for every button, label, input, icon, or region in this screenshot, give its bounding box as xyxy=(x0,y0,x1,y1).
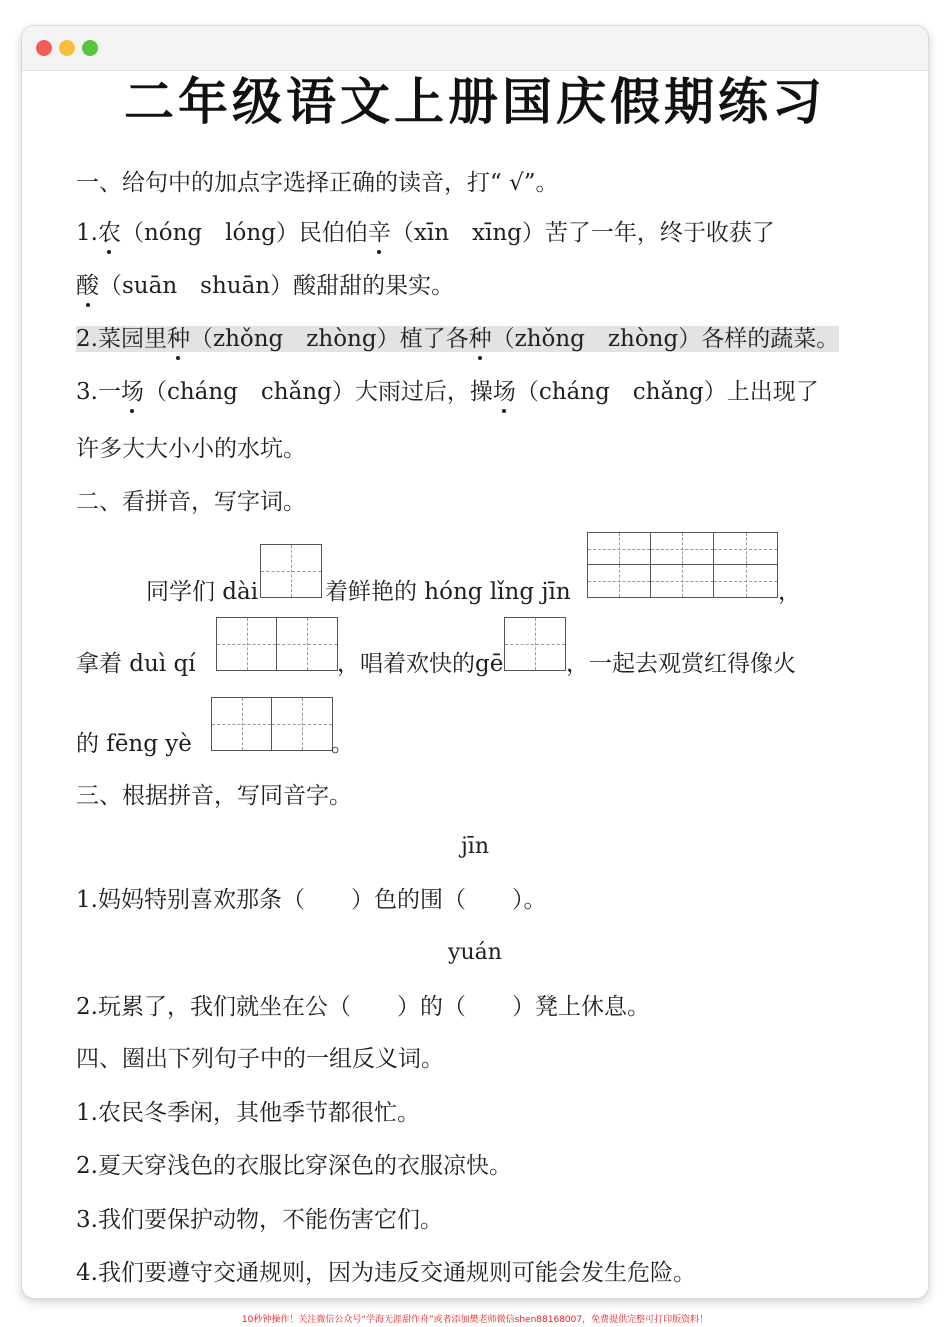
s2-line2-a: 拿着 duì qí xyxy=(76,651,196,677)
s4-item-3: 3.我们要保护动物，不能伤害它们。 xyxy=(76,1207,443,1233)
section2-heading: 二、看拼音，写字词。 xyxy=(76,489,306,515)
footer-notice: 10秒钟操作！关注微信公众号“学海无涯甜作舟”或者添加樊老师微信shen88168007，免费提供完整可打印版资料！ xyxy=(241,1315,709,1325)
s1-q3-line1: 3.一场（cháng chǎng）大雨过后，操场（cháng chǎng）上出现了 xyxy=(76,379,819,405)
maximize-window-button[interactable] xyxy=(82,40,98,56)
writing-grid-hong-ling-jin[interactable] xyxy=(587,532,778,598)
section4-heading: 四、圈出下列句子中的一组反义词。 xyxy=(76,1046,444,1072)
s3-q2: 2.玩累了，我们就坐在公（ ）的（ ）凳上休息。 xyxy=(76,994,650,1020)
writing-grid-ge[interactable] xyxy=(504,617,566,671)
s2-line3-a: 的 fēng yè xyxy=(76,731,192,757)
s1-q1-line1: 1.农（nóng lóng）民伯伯辛（xīn xīng）苦了一年，终于收获了 xyxy=(76,220,775,246)
dotted-char: 辛 xyxy=(367,220,391,246)
writing-grid-dai[interactable] xyxy=(260,544,322,598)
s1-q2-line xyxy=(76,324,839,354)
s1-q3-line2: 许多大大小小的水坑。 xyxy=(76,436,306,462)
page-title: 二年级语文上册国庆假期练习 xyxy=(124,73,826,131)
s2-line1-b: 着鲜艳的 hóng lǐng jīn xyxy=(325,579,571,605)
s2-line1-c: ， xyxy=(778,579,801,605)
highlighted-sentence: 2.菜园里种（zhǒng zhòng）植了各种（zhǒng zhòng）各样的蔬菜。 xyxy=(76,326,840,352)
s3-q1: 1.妈妈特别喜欢那条（ ）色的围（ ）。 xyxy=(76,887,547,913)
s1-q1-line2: 酸（suān shuān）酸甜甜的果实。 xyxy=(76,273,455,299)
writing-grid-dui-qi[interactable] xyxy=(216,617,338,671)
s4-item-1: 1.农民冬季闲，其他季节都很忙。 xyxy=(76,1100,420,1126)
dotted-char: 场 xyxy=(492,379,516,405)
s2-line3-b: 。 xyxy=(331,731,354,757)
s4-item-4: 4.我们要遵守交通规则，因为违反交通规则可能会发生危险。 xyxy=(76,1260,696,1286)
dotted-char: 酸 xyxy=(76,273,99,299)
s4-item-2: 2.夏天穿浅色的衣服比穿深色的衣服凉快。 xyxy=(76,1153,512,1179)
dotted-char: 场 xyxy=(120,379,144,405)
pinyin-yuan: yuán xyxy=(448,940,502,965)
writing-grid-feng-ye[interactable] xyxy=(211,697,333,751)
dotted-char: 种 xyxy=(166,326,190,352)
section1-heading: 一、给句中的加点字选择正确的读音，打“ √”。 xyxy=(76,170,559,196)
s2-line1-a: 同学们 dài xyxy=(146,579,259,605)
s2-line2-b: ，唱着欢快的gē xyxy=(337,651,504,677)
pinyin-jin: jīn xyxy=(460,834,490,859)
dotted-char: 农 xyxy=(97,220,121,246)
close-window-button[interactable] xyxy=(36,40,52,56)
section3-heading: 三、根据拼音，写同音字。 xyxy=(76,783,352,809)
minimize-window-button[interactable] xyxy=(59,40,75,56)
s2-line2-c: ，一起去观赏红得像火 xyxy=(566,651,796,677)
dotted-char: 种 xyxy=(468,326,492,352)
